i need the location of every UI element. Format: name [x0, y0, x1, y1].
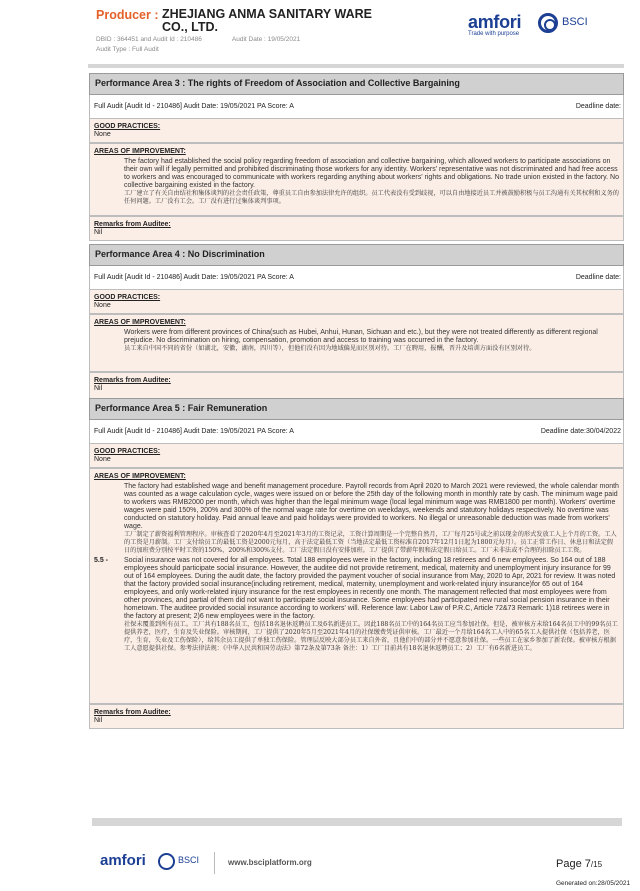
page-current: 7 — [584, 858, 591, 870]
footer-divider — [92, 818, 622, 826]
remarks-box — [89, 216, 624, 241]
areas-of-improvement-box — [89, 143, 624, 216]
area-subline — [89, 95, 624, 118]
footer-logo-amfori-text: amfori — [100, 852, 146, 869]
footer-amfori-logo — [100, 852, 210, 874]
finding-number: 5.5 - — [94, 557, 109, 564]
footer-url: www.bsciplatform.org — [228, 858, 312, 867]
logo-ring-icon — [538, 13, 558, 33]
area-title: Performance Area 4 : No Discrimination — [89, 244, 624, 266]
logo-tagline: Trade with purpose — [468, 31, 520, 37]
area-title: Performance Area 3 : The rights of Freedom of Association and Collective Bargaining — [89, 73, 624, 95]
performance-area-3 — [89, 73, 624, 241]
good-practices-value: None — [94, 456, 111, 463]
aoi-label: AREAS OF IMPROVEMENT: — [94, 148, 186, 155]
footer-separator — [214, 852, 215, 874]
remarks-value: Nil — [94, 385, 103, 392]
audit-meta — [96, 36, 300, 43]
remarks-label: Remarks from Auditee: — [94, 377, 171, 384]
finding-english-text: Social insurance was not covered for all employees. Total 188 employees were in the factory, including 18 retirees and 6 new employees. So 164 out of 188 employees should participate social insurance. However, the auditee did not provide retirement, medical, maternity and unemployment injury insurance for 99 out of 164 employees. During the audit date, the factory provided the payment voucher of social insurance from May, 2020 to Apr, 2021 for review. It was noted that the factory provided social insurance(including retirement, medical, maternity, unemployment and work-related injury insurance)for 65 out of 164 employees, and only work-related injury insurance for the rest employees in recently one month. The management reflected that most employees were from other provinces, and partial of them did not want to participate social insurance. Some employees had participated new rural social pension insurance in their hometown. The auditee provided social insurance according to workers' will. Reference law: Labor Law of P.R.C, Article 72&73 Remark: 1)18 retirees were in the factory at present; 2)6 new employees were in the factory. — [124, 557, 616, 620]
area-subline — [89, 266, 624, 289]
aoi-label: AREAS OF IMPROVEMENT: — [94, 319, 186, 326]
good-practices-box — [89, 443, 624, 468]
aoi-english-text: The factory had established wage and benefit management procedure. Payroll records from April 2020 to March 2021 were reviewed, the whole calendar month was counted as a wage calculation cycle, wages were issued on or before the 25th day of the following month in monthly rate by cash. The minimum wage paid to workers was RMB2000 per month, which was higher than the legal minimum wage (local legal minimum wage was RMB1800 per month). Workers' overtime wages were paid 150%, 200% and 300% of the normal wage rate for overtime on weekdays, weekends and statutory holidays respectively. No overtime was conducted on statutory holiday. Paid annual leave and paid holidays were provided to workers. No illegal or unreasonable deduction was made from workers' wage. — [124, 483, 619, 530]
aoi-chinese-text: 员工来自中国不同的省份（如湖北，安徽，湖南，四川等），但他们没有因为地域偏见而区别对待。工厂在聘用，报酬，晋升及培训方面没有区别对待。 — [124, 345, 536, 352]
performance-area-5 — [89, 398, 624, 729]
dbid-text: DBID : 364451 and Audit Id : 210486 — [96, 36, 202, 43]
good-practices-label: GOOD PRACTICES: — [94, 448, 161, 455]
remarks-label: Remarks from Auditee: — [94, 709, 171, 716]
areas-of-improvement-box — [89, 314, 624, 372]
remarks-value: Nil — [94, 229, 103, 236]
producer-label: Producer : — [96, 8, 159, 22]
aoi-chinese-text: 工厂制定了薪资福利管理程序。审核查看了2020年4月至2021年3月的工资记录，工资计算周期是一个完整自然月，工厂每月25号或之前以现金的形式发放工人上个月的工资。工人的工资是月薪制。工厂支付给员工的最低工资是2000元每月，高于法定最低工资（当地法定最低工资标准自2017年12月1日起为1800元每月）。员工正常工作日、休息日和法定假日的加班费分别按平时工资的150%，200%和300%支付。工厂法定假日没有安排加班。工厂提供了带薪年假和法定假日给员工。工厂未非法或不合理的扣除员工工资。 — [124, 531, 617, 554]
generated-date: Generated on:28/05/2021 — [556, 880, 631, 887]
area-subline — [89, 420, 624, 443]
audit-info: Full Audit [Audit Id - 210486] Audit Date: 19/05/2021 PA Score: A — [94, 428, 294, 435]
aoi-english-text: The factory had established the social policy regarding freedom of association and collective bargaining, which allowed workers to participate associations on their own will if legally permitted and prohibited discriminating those workers for any identity. Workers' representative was not discriminated and had free access to workers and was encouraged to communicate with workers regarding anything about workers' rights and obligations. No trade union existed in the factory. No collective bargaining existed in the factory. — [124, 158, 619, 189]
good-practices-label: GOOD PRACTICES: — [94, 294, 161, 301]
deadline-date: Deadline date: — [575, 103, 621, 110]
remarks-box — [89, 704, 624, 729]
page-header — [0, 0, 640, 62]
audit-info: Full Audit [Audit Id - 210486] Audit Date: 19/05/2021 PA Score: A — [94, 103, 294, 110]
remarks-box — [89, 372, 624, 399]
remarks-value: Nil — [94, 717, 103, 724]
good-practices-value: None — [94, 131, 111, 138]
audit-type-text: Audit Type : Full Audit — [96, 46, 159, 53]
area-title: Performance Area 5 : Fair Remuneration — [89, 398, 624, 420]
remarks-label: Remarks from Auditee: — [94, 221, 171, 228]
good-practices-label: GOOD PRACTICES: — [94, 123, 161, 130]
audit-date-text: Audit Date : 19/05/2021 — [231, 36, 301, 43]
good-practices-value: None — [94, 302, 111, 309]
logo-amfori-text: amfori — [468, 12, 522, 32]
finding-item — [94, 557, 619, 653]
aoi-label: AREAS OF IMPROVEMENT: — [94, 473, 186, 480]
header-divider — [88, 64, 624, 68]
deadline-date: Deadline date: — [575, 274, 621, 281]
performance-area-4 — [89, 244, 624, 399]
aoi-english-text: Workers were from different provinces of China(such as Hubei, Anhui, Hunan, Sichuan and etc.), but they were not treated differently as different regional prejudice. No discrimination on hiring, compensation, promotion and access to training was occurred in the factory. — [124, 329, 598, 344]
footer-logo-ring-icon — [158, 853, 175, 870]
page-number — [556, 858, 602, 870]
aoi-chinese-text: 工厂建立了有关自由结社和集体谈判的社会责任政策，尊重员工自由参加法律允许的组织。员工代表没有受到歧视，可以自由地接近员工并被鼓励积极与员工沟通有关其权利和义务的任何问题。工厂没有工会。工厂没有进行过集体谈判事项。 — [124, 190, 619, 205]
producer-name: ZHEJIANG ANMA SANITARY WARE CO., LTD. — [162, 7, 372, 34]
areas-of-improvement-box — [89, 468, 624, 704]
deadline-date: Deadline date:30/04/2022 — [540, 428, 621, 435]
good-practices-box — [89, 289, 624, 314]
page-total: /15 — [590, 860, 603, 869]
finding-chinese-text: 社保未覆盖到所有员工。工厂共有188名员工，包括18名退休返聘员工及6名新进员工。因此188名员工中的164名员工应当参加社保。但是，被审核方未给164名员工中的99名员工提供养老，医疗，生育及失业保险。审核期间，工厂提供了2020年5月至2021年4月的社保缴费凭证供审核。工厂最近一个月给164名工人中的65名工人提供社保（包括养老，医疗，生育，失业及工伤保险），给其余员工提供了单独工伤保险。管理层反映大部分员工来自外省，且他们中的部分并不愿意参加社保。一些员工在家乡参加了新农保。被审核方根据工人意愿提供社保。参考法律法规：《中华人民共和国劳动法》第72条及第73条 备注：1）工厂目前共有18名退休返聘员工；2）工厂有6名新进员工。 — [124, 621, 618, 652]
amfori-bsci-logo — [468, 12, 598, 42]
footer-logo-bsci-text: BSCI — [178, 855, 200, 865]
audit-info: Full Audit [Audit Id - 210486] Audit Date: 19/05/2021 PA Score: A — [94, 274, 294, 281]
logo-bsci-text: BSCI — [562, 16, 588, 28]
good-practices-box — [89, 118, 624, 143]
page-label: Page — [556, 858, 582, 870]
